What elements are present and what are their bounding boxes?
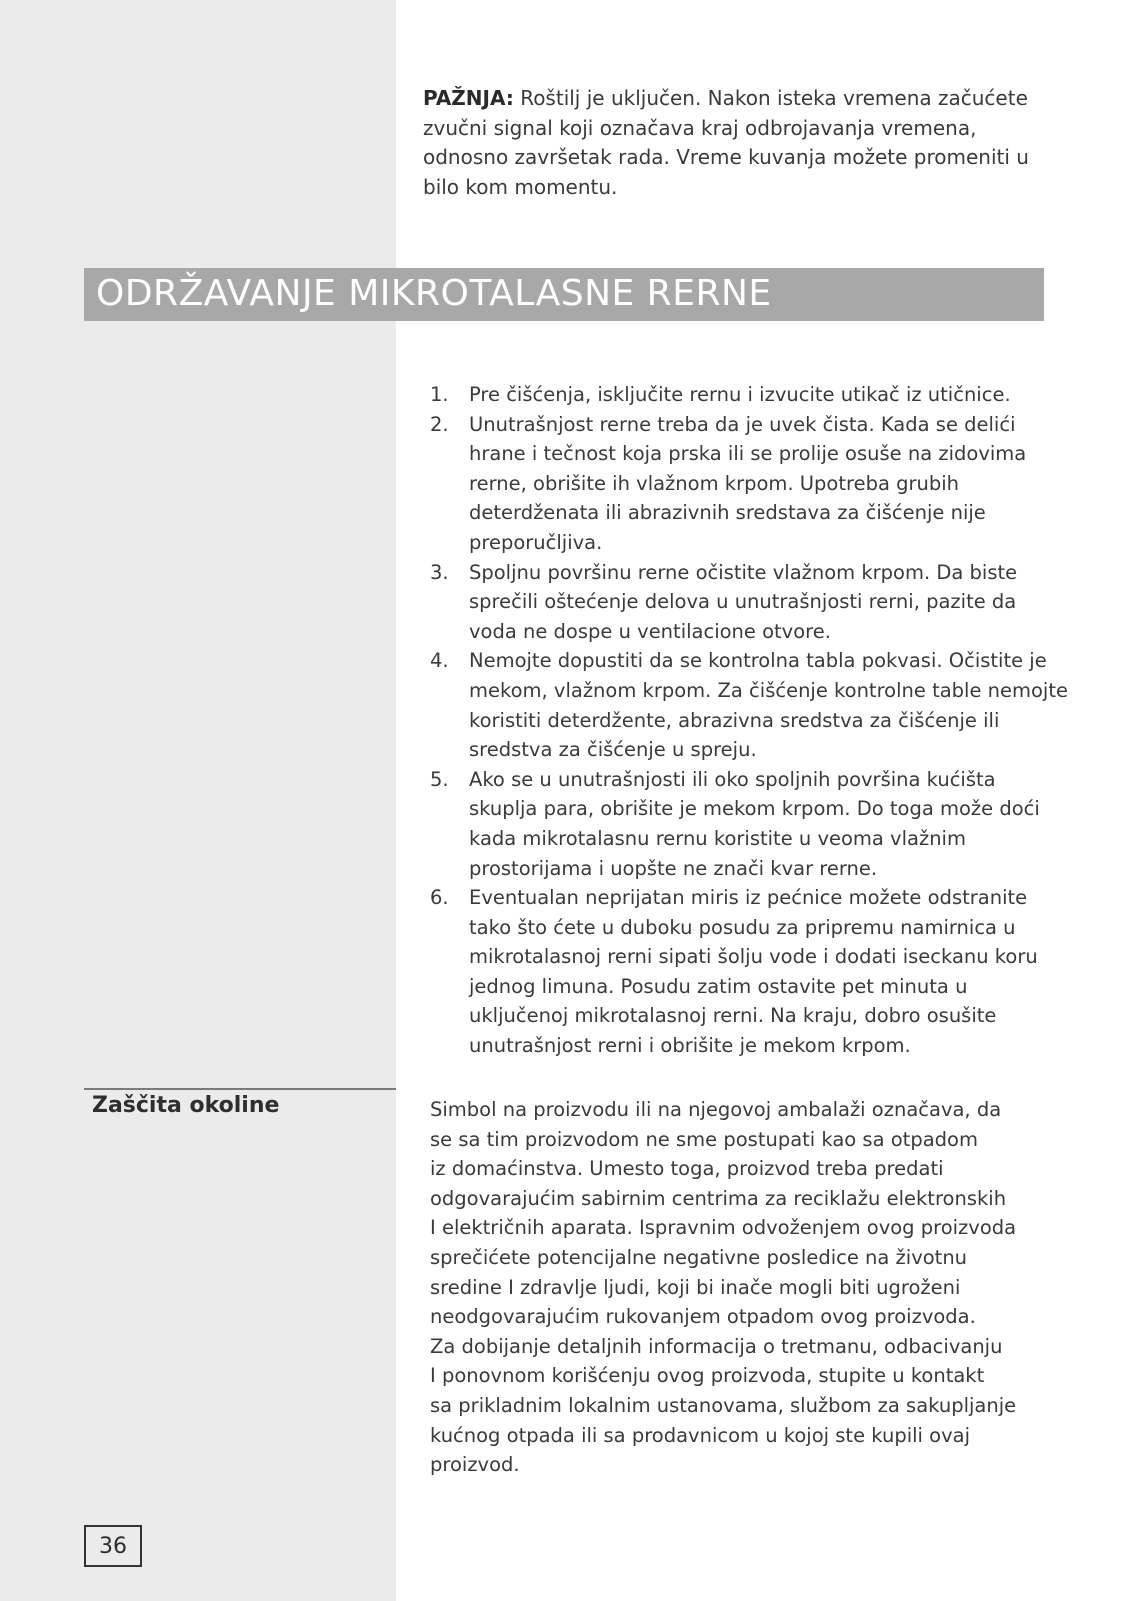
step-text: Spoljnu površinu rerne očistite vlažnom krpom. Da biste sprečili oštećenje delova u unutrašnjosti rerni, pazite da voda ne dospe u ventilacione otvore. [469, 560, 1018, 643]
step-number: 6. [430, 886, 449, 910]
list-item [430, 883, 1070, 1061]
sidebar-divider [84, 1088, 396, 1090]
section-title: ODRŽAVANJE MIKROTALASNE RERNE [96, 273, 772, 314]
step-text: Nemojte dopustiti da se kontrolna tabla pokvasi. Očistite je mekom, vlažnom krpom. Za čišćenje kontrolne table nemojte koristiti deterdžente, abrazivna sredstva za čišćenje ili sredstva za čišćenje u spreju. [469, 649, 1068, 762]
step-text: Pre čišćenja, isključite rernu i izvucite utikač iz utičnice. [469, 383, 1011, 406]
step-number: 3. [430, 560, 449, 584]
step-number: 5. [430, 767, 449, 791]
step-number: 1. [430, 383, 449, 406]
step-text: Ako se u unutrašnjosti ili oko spoljnih površina kućišta skuplja para, obrišite je mekom krpom. Do toga može doći kada mikrotalasnu rernu koristite u veoma vlažnim prostorijama i uopšte ne znači kvar rerne. [469, 767, 1040, 880]
step-text: Unutrašnjost rerne treba da je uvek čista. Kada se delići hrane i tečnost koja prska ili se prolije osuše na zidovima rerne, obrišite ih vlažnom krpom. Upotreba grubih deterdženata ili abrazivnih sredstava za čišćenje nije preporučljiva. [469, 412, 1027, 554]
page-number [84, 1525, 142, 1567]
warning-paragraph [423, 84, 1043, 202]
step-number: 4. [430, 649, 449, 673]
step-number: 2. [430, 412, 449, 436]
environment-paragraph: Simbol na proizvodu ili na njegovoj ambalaži označava, da se sa tim proizvodom ne sme postupati kao sa otpadom iz domaćinstva. Umesto toga, proizvod treba predati odgovarajućim sabirnim centrima za reciklažu elektronskih I električnih aparata. Ispravnim odvoženjem ovog proizvoda sprečićete potencijalne negativne posledice na životnu sredine I zdravlje ljudi, koji bi inače mogli biti ugroženi neodgovarajućim rukovanjem otpadom ovog proizvoda. Za dobijanje detaljnih informacija o tretmanu, odbacivanju I ponovnom korišćenju ovog proizvoda, stupite u kontakt sa prikladnim lokalnim ustanovama, službom za sakupljanje kućnog otpada ili sa prodavnicom u kojoj ste kupili ovaj proizvod. [430, 1098, 1017, 1477]
sidebar-panel [0, 0, 396, 1601]
list-item [430, 558, 1070, 647]
list-item [430, 380, 1070, 410]
maintenance-steps-list [430, 380, 1070, 1061]
list-item [430, 410, 1070, 558]
step-text: Eventualan neprijatan miris iz pećnice možete odstranite tako što ćete u duboku posudu za pripremu namirnica u mikrotalasnoj rerni sipati šolju vode i dodati iseckanu koru jednog limuna. Posudu zatim ostavite pet minuta u uključenoj mikrotalasnoj rerni. Na kraju, dobro osušite unutrašnjost rerni i obrišite je mekom krpom. [469, 886, 1038, 1058]
warning-label: PAŽNJA: [423, 86, 514, 110]
list-item [430, 646, 1070, 764]
section-header-bar [84, 268, 1044, 321]
environment-heading: Zaščita okoline [92, 1093, 280, 1118]
page-number-label: 36 [99, 1533, 127, 1559]
warning-text: Roštilj je uključen. Nakon isteka vremena začućete zvučni signal koji označava kraj odbrojavanja vremena, odnosno završetak rada. Vreme kuvanja možete promeniti u bilo kom momentu. [423, 86, 1029, 199]
list-item [430, 765, 1070, 883]
